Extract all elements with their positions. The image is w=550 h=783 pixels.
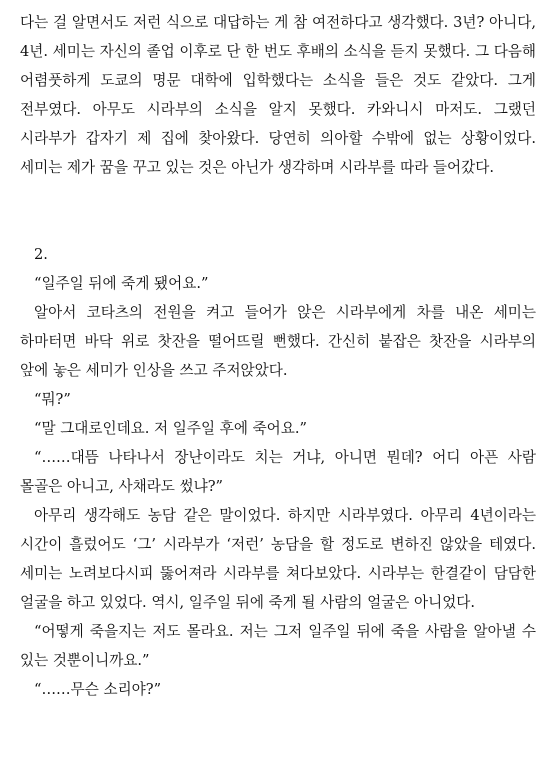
dialogue-line: “뭐?” (34, 391, 71, 408)
paragraph: 알아서 코타츠의 전원을 켜고 들어가 앉은 시라부에게 차를 내온 세미는 하마터면 바닥 위로 찻잔을 떨어뜨릴 뻔했다. 간신히 붙잡은 찻잔을 시라부의 앞에 놓은 세미가 인상을 쓰고 주저앉았다. (20, 304, 536, 379)
paragraph: 아무리 생각해도 농담 같은 말이었다. 하지만 시라부였다. 아무리 4년이라는 시간이 흘렀어도 ‘그’ 시라부가 ‘저런’ 농담을 할 정도로 변하진 않았을 테였다. 세미는 노려보다시피 뚫어져라 시라부를 쳐다보았다. 시라부는 한결같이 담담한 얼굴을 하고 있었다. 역시, 일주일 뒤에 죽게 될 사람의 얼굴은 아니었다. (20, 507, 536, 611)
section-break (20, 182, 536, 240)
dialogue-line: “……대뜸 나타나서 장난이라도 치는 거냐, 아니면 뭔데? 어디 아픈 사람 몰골은 아니고, 사채라도 썼냐?” (20, 449, 536, 495)
dialogue-line: “어떻게 죽을지는 저도 몰라요. 저는 그저 일주일 뒤에 죽을 사람을 알아낼 수 있는 것뿐이니까요.” (20, 623, 536, 669)
dialogue-line: “……무슨 소리야?” (34, 681, 162, 698)
dialogue-line: “일주일 뒤에 죽게 됐어요.” (34, 275, 209, 292)
dialogue-line: “말 그대로인데요. 저 일주일 후에 죽어요.” (34, 420, 307, 437)
paragraph: 다는 걸 알면서도 저런 식으로 대답하는 게 참 여전하다고 생각했다. 3년? 아니다, 4년. 세미는 자신의 졸업 이후로 단 한 번도 후배의 소식을 듣지 못했다. 그 다음해 어렴풋하게 도쿄의 명문 대학에 입학했다는 소식을 들은 것도 같았다. 그게 전부였다. 아무도 시라부의 소식을 알지 못했다. 카와니시 마저도. 그랬던 시라부가 갑자기 제 집에 찾아왔다. 당연히 의아할 수밖에 없는 상황이었다. 세미는 제가 꿈을 꾸고 있는 것은 아닌가 생각하며 시라부를 따라 들어갔다. (20, 14, 536, 176)
section-number: 2. (34, 246, 48, 263)
